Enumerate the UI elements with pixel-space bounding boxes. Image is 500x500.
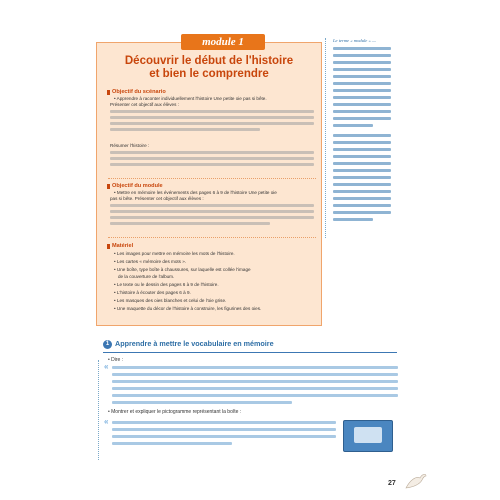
materiel-item-4: • Le texte ou le dessin des pages 6 à 9 de l'histoire. [114,282,219,287]
module-line-2: pas si bête. Présenter cet objectif aux élèves : [110,196,204,201]
quote-text-placeholder [112,394,398,397]
note-text-placeholder [333,197,391,200]
text-placeholder [110,116,314,119]
note-text-placeholder [333,134,391,137]
note-text-placeholder [333,54,391,57]
note-text-placeholder [333,103,391,106]
page-number: 27 [388,480,396,487]
note-text-placeholder [333,110,391,113]
note-text-placeholder [333,75,391,78]
note-text-placeholder [333,211,391,214]
module-line-1: • Mettre en mémoire les événements des pages 6 à 9 de l'histoire Une petite oie [114,190,277,195]
note-text-placeholder [333,218,373,221]
note-text-placeholder [333,68,391,71]
note-text-placeholder [333,204,391,207]
quote-text-placeholder [112,435,336,438]
title-line-2: et bien le comprendre [149,68,269,80]
text-placeholder [110,157,314,160]
note-text-placeholder [333,141,391,144]
quote-icon: « [104,362,109,371]
quote-text-placeholder [112,387,398,390]
text-placeholder [110,110,314,113]
section-number-badge: 1 [103,340,112,349]
text-placeholder [110,204,314,207]
text-placeholder [110,210,314,213]
note-text-placeholder [333,96,391,99]
materiel-item-3b: de la couverture de l'album. [118,274,175,279]
scenario-line-1: • Apprendre à raconter individuellement l'histoire Une petite oie pas si bête. [114,96,267,101]
note-text-placeholder [333,176,391,179]
text-placeholder [110,222,270,225]
text-placeholder [110,163,314,166]
memory-box-pictogram [343,420,393,452]
side-note-heading: Le terme « module » — [333,38,376,43]
page-title [100,55,318,81]
quote-text-placeholder [112,428,336,431]
left-margin-rule [98,360,99,460]
scenario-line-2: Présenter cet objectif aux élèves : [110,102,179,107]
note-text-placeholder [333,169,391,172]
note-text-placeholder [333,117,391,120]
goose-icon [404,470,428,490]
text-placeholder [110,128,260,131]
quote-icon: « [104,417,109,426]
materiel-item-1: • Les images pour mettre en mémoire les mots de l'histoire. [114,251,235,256]
text-placeholder [110,151,314,154]
section2-rule [103,352,397,353]
title-line-1: Découvrir le début de l'histoire [124,55,294,67]
quote-text-placeholder [112,401,292,404]
section-heading-materiel: Matériel [112,243,134,249]
text-placeholder [110,216,314,219]
quote-text-placeholder [112,421,336,424]
materiel-item-5: • L'histoire à écouter des pages 6 à 9. [114,290,191,295]
note-text-placeholder [333,190,391,193]
quote-text-placeholder [112,366,398,369]
resume-label: Résumer l'histoire : [110,143,150,148]
quote-text-placeholder [112,373,398,376]
note-text-placeholder [333,155,391,158]
montrer-label: • Montrer et expliquer le pictogramme représentant la boîte : [108,409,242,415]
note-text-placeholder [333,82,391,85]
note-text-placeholder [333,47,391,50]
section-heading-scenario: Objectif du scénario [112,89,166,95]
note-text-placeholder [333,148,391,151]
note-text-placeholder [333,89,391,92]
section2-title: Apprendre à mettre le vocabulaire en mémoire [115,339,274,348]
note-text-placeholder [333,183,391,186]
note-text-placeholder [333,124,373,127]
note-text-placeholder [333,61,391,64]
note-text-placeholder [333,162,391,165]
dire-label: • Dire : [108,357,124,363]
materiel-item-3: • Une boîte, type boîte à chaussures, sur laquelle est collée l'image [114,267,251,272]
quote-text-placeholder [112,442,232,445]
text-placeholder [110,122,314,125]
section-divider [108,237,316,238]
module-tab: module 1 [181,34,265,50]
section-divider [108,178,316,179]
section-heading-module: Objectif du module [112,183,163,189]
materiel-item-2: • Les cartes « mémoire des mots ». [114,259,187,264]
materiel-item-6: • Les masques des oies blanches et celui de l'oie grise. [114,298,227,303]
quote-text-placeholder [112,380,398,383]
materiel-item-7: • Une maquette du décor de l'histoire à construire, les figurines des oies. [114,306,262,311]
side-note-rule [325,38,326,238]
